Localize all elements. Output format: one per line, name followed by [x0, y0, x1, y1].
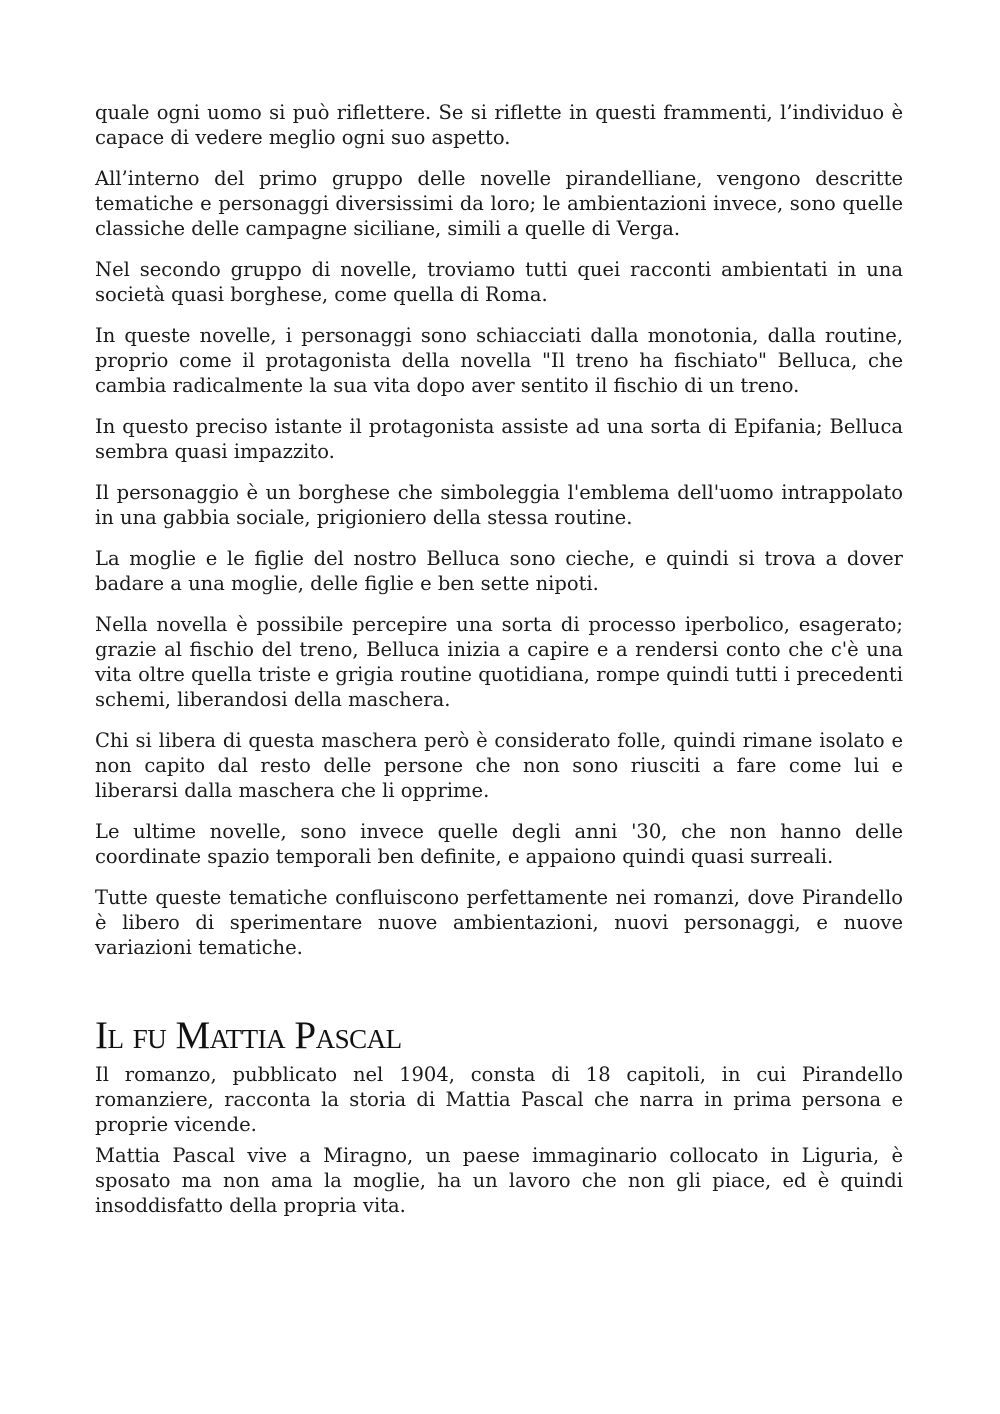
paragraph-intro-2: All’interno del primo gruppo delle novelle pirandelliane, vengono descritte tematiche e personaggi diversissimi da loro; le ambientazioni invece, sono quelle classiche delle campagne siciliane, simili a quelle di Verga. [95, 167, 903, 240]
paragraph-section-2: Mattia Pascal vive a Miragno, un paese immaginario collocato in Liguria, è sposato ma non ama la moglie, ha un lavoro che non gli piace, ed è quindi insoddisfatto della propria vita. [95, 1144, 903, 1217]
paragraph-intro-6: Il personaggio è un borghese che simboleggia l'emblema dell'uomo intrappolato in una gabbia sociale, prigioniero della stessa routine. [95, 481, 903, 529]
paragraph-intro-9: Chi si libera di questa maschera però è considerato folle, quindi rimane isolato e non capito dal resto delle persone che non sono riusciti a fare come lui e liberarsi dalla maschera che li opprime. [95, 729, 903, 802]
paragraph-intro-5: In questo preciso istante il protagonista assiste ad una sorta di Epifania; Belluca sembra quasi impazzito. [95, 415, 903, 463]
paragraph-intro-1: quale ogni uomo si può riflettere. Se si riflette in questi frammenti, l’individuo è capace di vedere meglio ogni suo aspetto. [95, 101, 903, 149]
paragraph-intro-7: La moglie e le figlie del nostro Belluca sono cieche, e quindi si trova a dover badare a una moglie, delle figlie e ben sette nipoti. [95, 547, 903, 595]
paragraph-intro-8: Nella novella è possibile percepire una sorta di processo iperbolico, esagerato; grazie al fischio del treno, Belluca inizia a capire e a rendersi conto che c'è una vita oltre quella triste e grigia routine quotidiana, rompe quindi tutti i precedenti schemi, liberandosi della maschera. [95, 613, 903, 711]
paragraph-section-1: Il romanzo, pubblicato nel 1904, consta di 18 capitoli, in cui Pirandello romanziere, racconta la storia di Mattia Pascal che narra in prima persona e proprie vicende. [95, 1063, 903, 1136]
paragraph-intro-11: Tutte queste tematiche confluiscono perfettamente nei romanzi, dove Pirandello è libero di sperimentare nuove ambientazioni, nuovi personaggi, e nuove variazioni tematiche. [95, 886, 903, 959]
paragraph-intro-3: Nel secondo gruppo di novelle, troviamo tutti quei racconti ambientati in una società quasi borghese, come quella di Roma. [95, 258, 903, 306]
paragraph-intro-4: In queste novelle, i personaggi sono schiacciati dalla monotonia, dalla routine, proprio come il protagonista della novella "Il treno ha fischiato" Belluca, che cambia radicalmente la sua vita dopo aver sentito il fischio di un treno. [95, 324, 903, 397]
paragraph-intro-10: Le ultime novelle, sono invece quelle degli anni '30, che non hanno delle coordinate spazio temporali ben definite, e appaiono quindi quasi surreali. [95, 820, 903, 868]
document-page [95, 100, 903, 1234]
section-heading: Il fu Mattia Pascal [95, 1014, 402, 1057]
